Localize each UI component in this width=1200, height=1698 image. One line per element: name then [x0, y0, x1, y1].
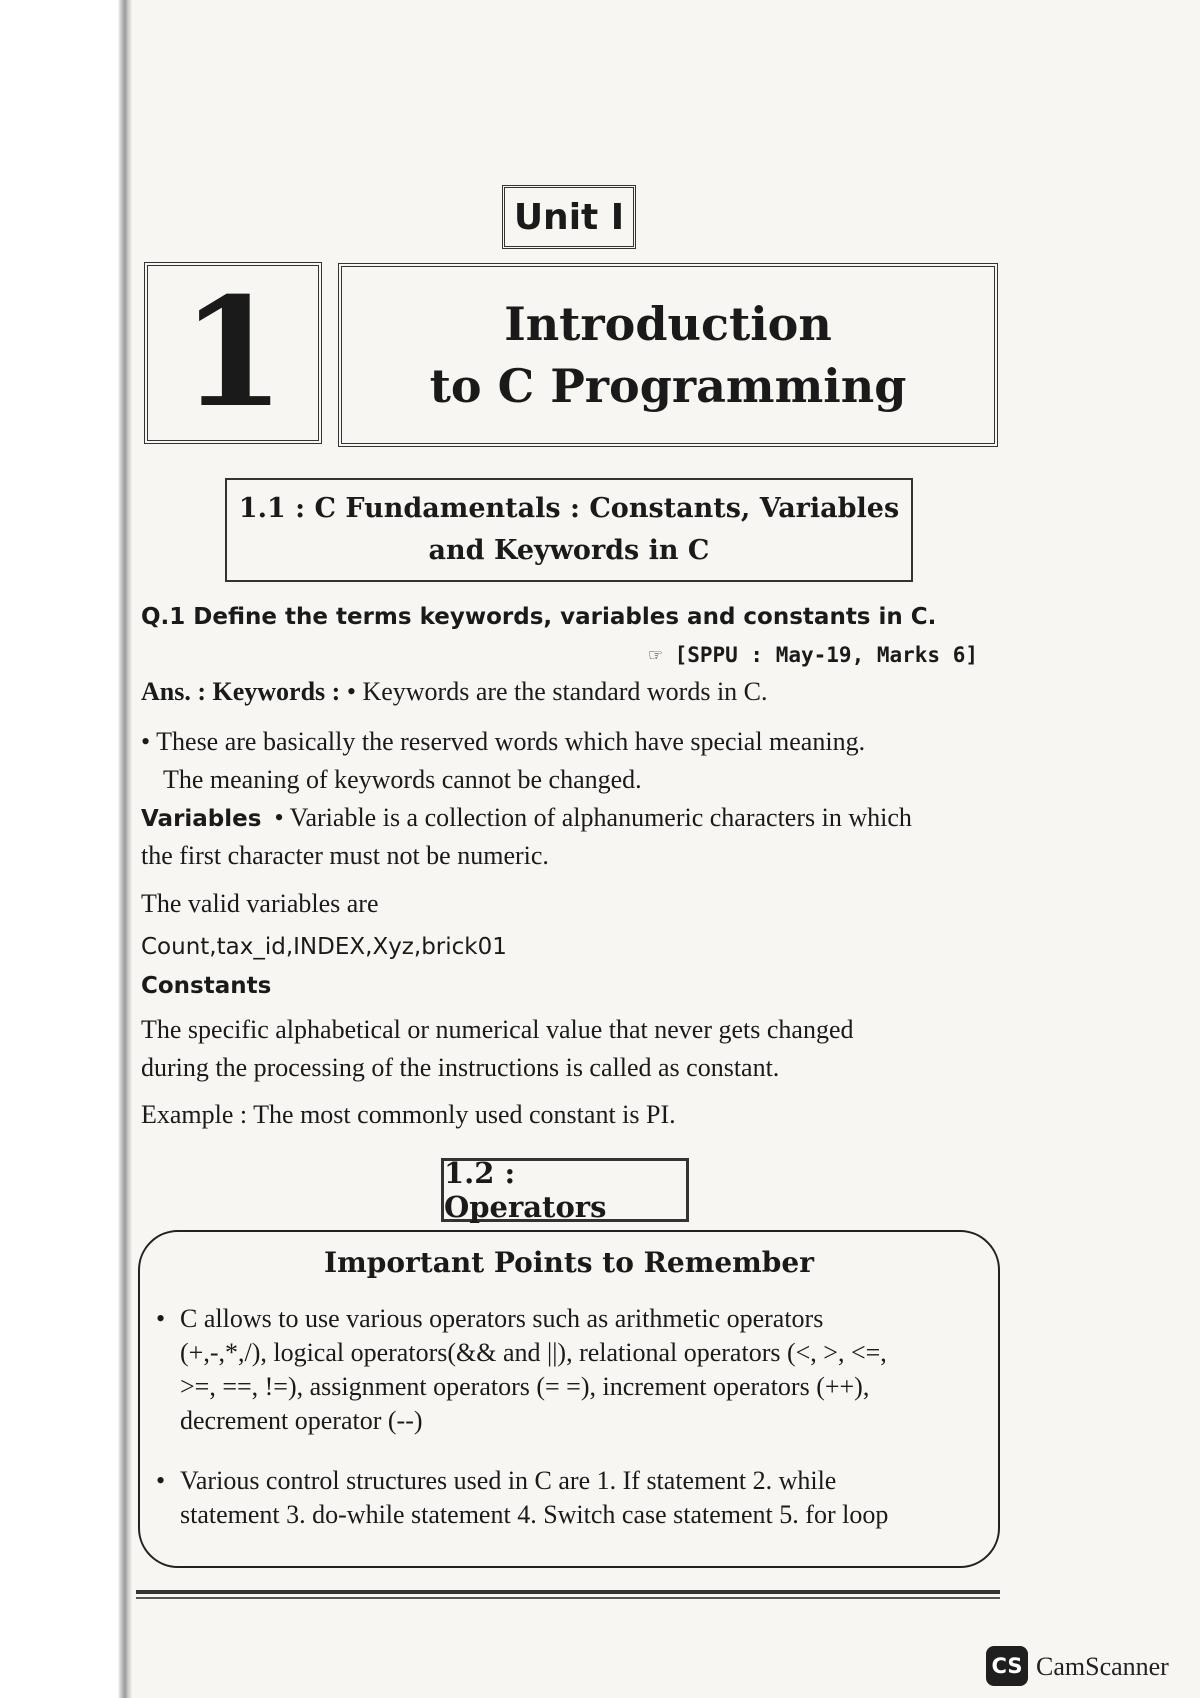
chapter-title-line2: to C Programming — [429, 359, 907, 413]
camscanner-logo-icon: CS — [986, 1646, 1028, 1686]
answer-keywords-line — [141, 677, 768, 707]
important-points-title: Important Points to Remember — [324, 1246, 814, 1279]
chapter-title — [338, 263, 998, 447]
bullet: • — [346, 677, 356, 706]
bullet: • — [274, 803, 284, 832]
camscanner-watermark: CamScanner — [1036, 1652, 1169, 1681]
question-text: Q.1 Define the terms keywords, variables and constants in C. — [141, 604, 937, 630]
section-heading-1-line2: and Keywords in C — [428, 535, 710, 566]
section-heading-1 — [225, 478, 913, 582]
variables-line1 — [141, 803, 912, 833]
section-heading-1-line1: 1.1 : C Fundamentals : Constants, Variables — [238, 493, 900, 524]
keywords-definition: Keywords are the standard words in C. — [362, 677, 768, 706]
reserved-words-line1 — [141, 727, 865, 757]
valid-variables-list: Count,tax_id,INDEX,Xyz,brick01 — [141, 934, 507, 960]
point2-line2: statement 3. do-while statement 4. Switch case statement 5. for loop — [180, 1500, 889, 1529]
answer-label: Ans. : Keywords : — [141, 677, 341, 706]
book-spine-shadow — [0, 0, 132, 1698]
constant-example: Example : The most commonly used constant is PI. — [141, 1100, 676, 1129]
question-reference — [649, 643, 978, 667]
reserved-words-text1: These are basically the reserved words which have special meaning. — [156, 727, 866, 756]
variables-line2: the first character must not be numeric. — [141, 841, 549, 870]
point-control-structures — [156, 1464, 972, 1532]
bullet: • — [141, 727, 151, 756]
pointing-hand-icon: ☞ — [649, 643, 662, 667]
footer-rule — [136, 1590, 1000, 1594]
point1-line1: C allows to use various operators such as arithmetic operators — [180, 1304, 824, 1333]
point1-line2: (+,-,*,/), logical operators(&& and ||), relational operators (<, >, <=, — [180, 1338, 887, 1367]
reference-text: [SPPU : May-19, Marks 6] — [674, 643, 978, 667]
constants-label: Constants — [141, 973, 272, 999]
valid-variables-intro: The valid variables are — [141, 889, 379, 918]
point1-line3: >=, ==, !=), assignment operators (= =), increment operators (++), — [180, 1372, 870, 1401]
reserved-words-line2: The meaning of keywords cannot be changed. — [163, 765, 642, 794]
variables-text1: Variable is a collection of alphanumeric characters in which — [289, 803, 912, 832]
point1-line4: decrement operator (--) — [180, 1406, 423, 1435]
point2-line1: Various control structures used in C are 1. If statement 2. while — [180, 1466, 837, 1495]
constants-line1: The specific alphabetical or numerical value that never gets changed — [141, 1015, 854, 1044]
chapter-number: 1 — [144, 262, 322, 444]
section-heading-2: 1.2 : Operators — [441, 1158, 689, 1222]
chapter-title-line1: Introduction — [504, 297, 832, 351]
important-points-box — [138, 1230, 1000, 1568]
unit-label: Unit I — [502, 185, 636, 249]
bullet: • — [156, 1304, 166, 1333]
footer-rule-thin — [136, 1597, 1000, 1599]
constants-line2: during the processing of the instructions is called as constant. — [141, 1053, 780, 1082]
point-operators — [156, 1302, 972, 1438]
variables-label: Variables — [141, 806, 262, 832]
bullet: • — [156, 1466, 166, 1495]
